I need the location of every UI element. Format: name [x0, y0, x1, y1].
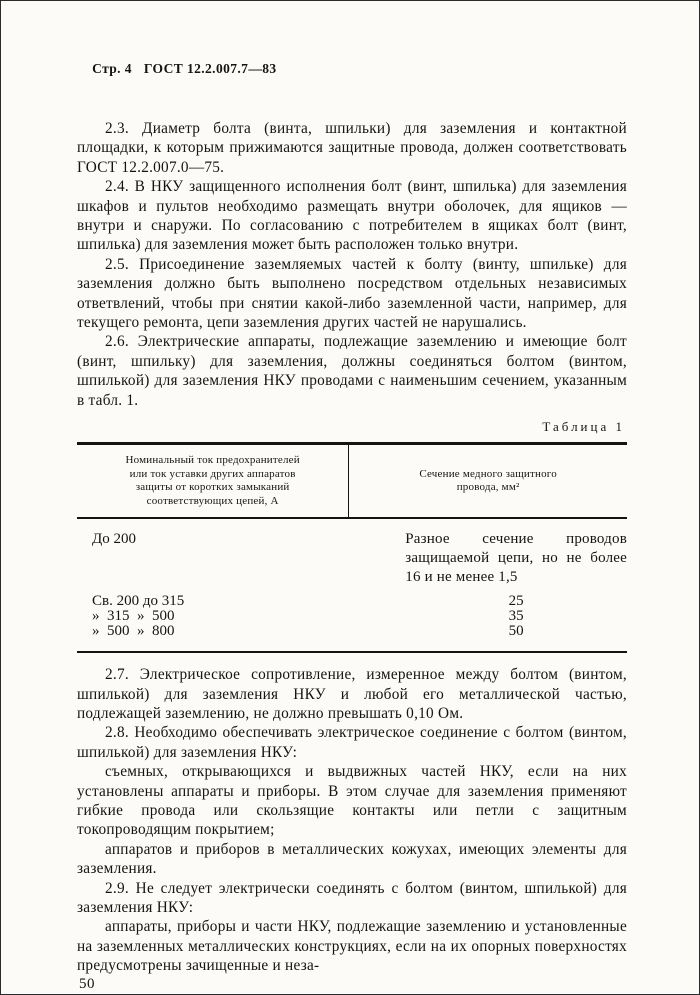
table-cell-section: 50 — [508, 623, 524, 640]
table-header-row — [77, 445, 627, 519]
paragraph-2-8-item-2: аппаратов и приборов в металлических кожухах, имеющих элементы для заземления. — [77, 840, 627, 878]
paragraph-2-9: 2.9. Не следует электрически соединять с болтом (винтом, шпилькой) для заземления НКУ: — [77, 879, 627, 916]
page-footer — [77, 976, 627, 993]
table-row — [77, 594, 627, 609]
table-cell-section: 35 — [508, 608, 524, 625]
table-cell-current: » 500 » 800 — [92, 623, 175, 640]
page-number: 50 — [79, 975, 95, 992]
table-col2-header — [349, 445, 627, 517]
doc-number: ГОСТ 12.2.007.7—83 — [143, 61, 277, 76]
table-cell-current: До 200 — [92, 531, 136, 548]
paragraph-2-3: 2.3. Диаметр болта (винта, шпильки) для заземления и контактной площадки, к которым прижимаются защитные провода, должен соответствовать ГОСТ 12.2.007.0—75. — [77, 120, 627, 176]
table-col1-header — [77, 445, 349, 517]
paragraph-2-4: 2.4. В НКУ защищенного исполнения болт (винт, шпилька) для заземления шкафов и пультов необходимо размещать внутри оболочек, для ящиков — внутри и снаружи. По согласованию с потребителем в ящиках болт (винт, шпилька) для заземления может быть расположен только внутри. — [77, 178, 627, 254]
table-cell-current: Св. 200 до 315 — [92, 593, 185, 610]
paragraph-2-7: 2.7. Электрическое сопротивление, измеренное между болтом (винтом, шпилькой) для заземления НКУ и любой его металлической частью, подлежащей заземлению, не должно превышать 0,10 Ом. — [77, 666, 627, 722]
paragraph-2-9-item-1: аппараты, приборы и части НКУ, подлежащие заземлению и установленные на заземленных металлических конструкциях, если на их опорных поверхностях предусмотрены зачищенные и неза- — [77, 918, 627, 975]
page-header — [77, 45, 627, 93]
page-label: Стр. 4 — [92, 61, 132, 76]
document-body-continued — [77, 665, 627, 976]
paragraph-2-6: 2.6. Электрические аппараты, подлежащие заземлению и имеющие болт (винт, шпильку) для заземления, должны соединяться болтом (винтом, шпилькой) для заземления НКУ проводами с наименьшим сечением, указанным в табл. 1. — [77, 333, 627, 409]
table-caption: Таблица 1 — [542, 419, 625, 435]
table-cell-section: Разное сечение проводов защищаемой цепи, но не более 16 и не менее 1,5 — [405, 531, 627, 586]
table-col2-header-text: Сечение медного защитного провода, мм² — [419, 467, 557, 494]
paragraph-2-8-item-1: съемных, открывающихся и выдвижных частей НКУ, если на них установлены аппараты и приборы. В этом случае для заземления применяют гибкие провода или скользящие контакты или петли с защитным токопроводящим покрытием; — [77, 763, 627, 839]
table-cell-current: » 315 » 500 — [92, 608, 175, 625]
table-cell-section: 25 — [508, 593, 524, 610]
document-body — [77, 119, 627, 410]
table-body — [77, 519, 627, 651]
table-col1-header-text: Номинальный ток предохранителей или ток уставки других аппаратов защиты от коротких замыканий соответствующих цепей, А — [125, 454, 300, 507]
table-row — [77, 530, 627, 587]
paragraph-2-5: 2.5. Присоединение заземляемых частей к болту (винту, шпильке) для заземления должно быть выполнено посредством отдельных независимых ответвлений, чтобы при снятии какой-либо заземленной части, например, для текущего ремонта, цепи заземления других частей не нарушались. — [77, 255, 627, 332]
paragraph-2-8: 2.8. Необходимо обеспечивать электрическое соединение с болтом (винтом, шпилькой) для заземления НКУ: — [77, 724, 627, 761]
grounding-conductor-table — [77, 442, 627, 653]
table-row — [77, 609, 627, 624]
table-row — [77, 624, 627, 639]
